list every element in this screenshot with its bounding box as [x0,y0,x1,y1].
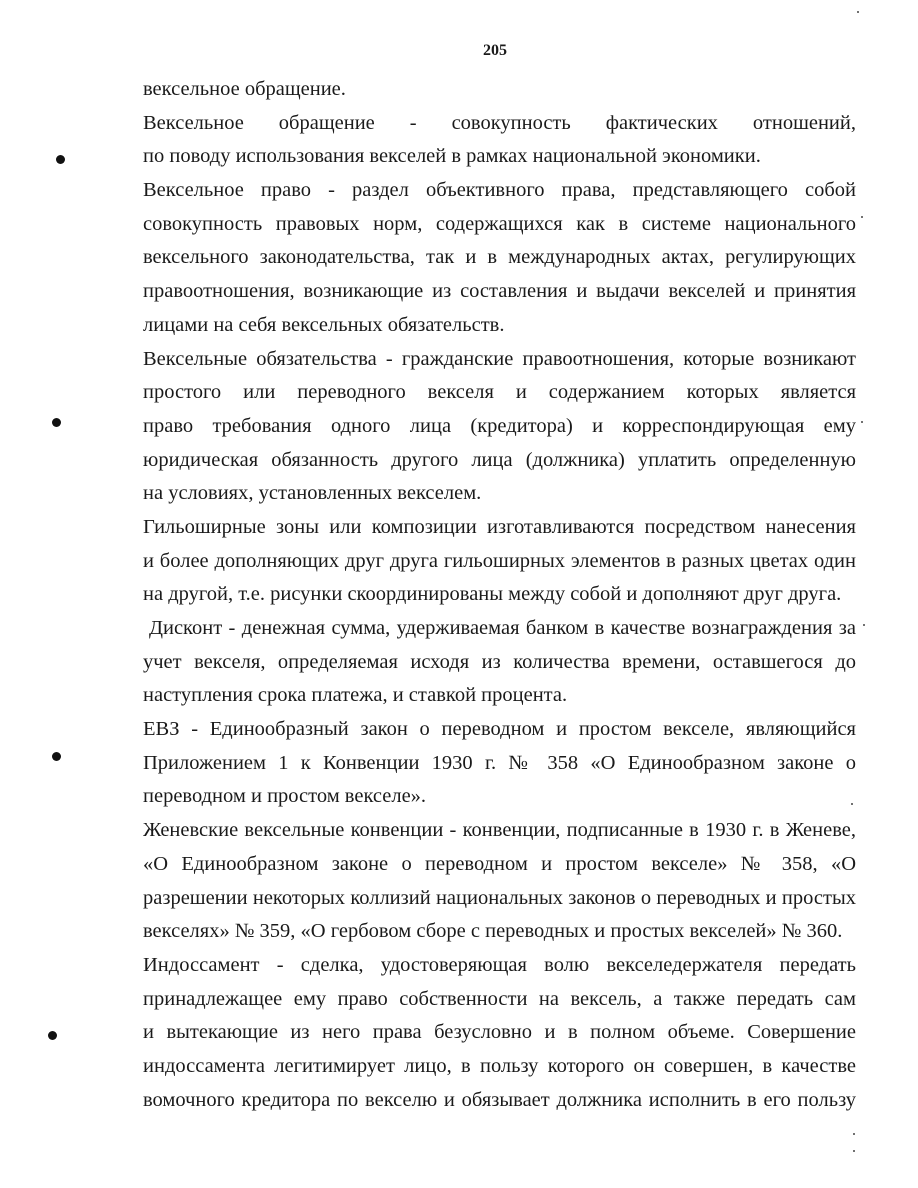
body-text [143,73,856,1117]
text-line: и более дополняющих друг друга гильоширных элементов в разных цветах один [143,549,856,572]
text-line: Приложением 1 к Конвенции 1930 г. № 358 «О Единообразном законе о [143,751,856,774]
text-line: Вексельное обращение - совокупность фактических отношений, [143,111,856,134]
scan-speck [853,1150,855,1152]
text-line: лицами на себя вексельных обязательств. [143,313,505,336]
text-line: на другой, т.е. рисунки скоординированы между собой и дополняют друг друга. [143,583,842,606]
page-number: 205 [483,42,507,59]
text-line: «О Единообразном законе о переводном и простом векселе» № 358, «О [143,852,856,875]
text-line: вексельного законодательства, так и в международных актах, регулирующих [143,246,856,269]
scan-speck [863,624,865,626]
text-line: учет векселя, определяемая исходя из количества времени, оставшегося до [143,650,856,673]
text-line: совокупность правовых норм, содержащихся как в системе национального [143,212,856,235]
text-line: принадлежащее ему право собственности на вексель, а также передать сам [143,987,856,1010]
text-line: ЕВЗ - Единообразный закон о переводном и простом векселе, являющийся [143,718,856,741]
text-line: право требования одного лица (кредитора) и корреспондирующая ему [143,414,856,437]
text-line: Вексельное право - раздел объективного права, представляющего собой [143,179,856,202]
text-line: на условиях, установленных векселем. [143,482,482,505]
scan-speck [861,421,863,423]
text-line: Дисконт - денежная сумма, удерживаемая банком в качестве вознаграждения за [149,617,856,639]
scan-speck [861,216,863,218]
text-line: простого или переводного векселя и содержанием которых является [143,381,856,404]
scan-speck [853,1133,855,1135]
text-line: Вексельные обязательства - гражданские правоотношения, которые возникают [143,347,856,370]
text-line: индоссамента легитимирует лицо, в пользу которого он совершен, в качестве [143,1054,856,1077]
binding-hole-mark [48,1031,57,1040]
text-line: наступления срока платежа, и ставкой процента. [143,684,568,707]
text-line: вомочного кредитора по векселю и обязывает должника исполнить в его пользу [143,1088,856,1111]
text-line: переводном и простом векселе». [143,785,427,808]
scan-speck [857,11,859,13]
binding-hole-mark [52,752,61,761]
text-line: и вытекающие из него права безусловно и в полном объеме. Совершение [143,1021,856,1044]
text-line: Гильоширные зоны или композиции изготавливаются посредством нанесения [143,515,856,538]
text-line: Женевские вексельные конвенции - конвенции, подписанные в 1930 г. в Женеве, [143,819,856,842]
text-line: правоотношения, возникающие из составления и выдачи векселей и принятия [143,280,856,303]
binding-hole-mark [52,418,61,427]
text-line: вексельное обращение. [143,78,346,100]
binding-hole-mark [56,155,65,164]
text-line: юридическая обязанность другого лица (должника) уплатить определенную [143,448,856,471]
text-line: векселях» № 359, «О гербовом сборе с переводных и простых векселей» № 360. [143,920,843,943]
text-line: разрешении некоторых коллизий национальных законов о переводных и простых [143,886,856,909]
text-line: Индоссамент - сделка, удостоверяющая волю векселедержателя передать [143,953,856,976]
text-line: по поводу использования векселей в рамках национальной экономики. [143,145,761,168]
